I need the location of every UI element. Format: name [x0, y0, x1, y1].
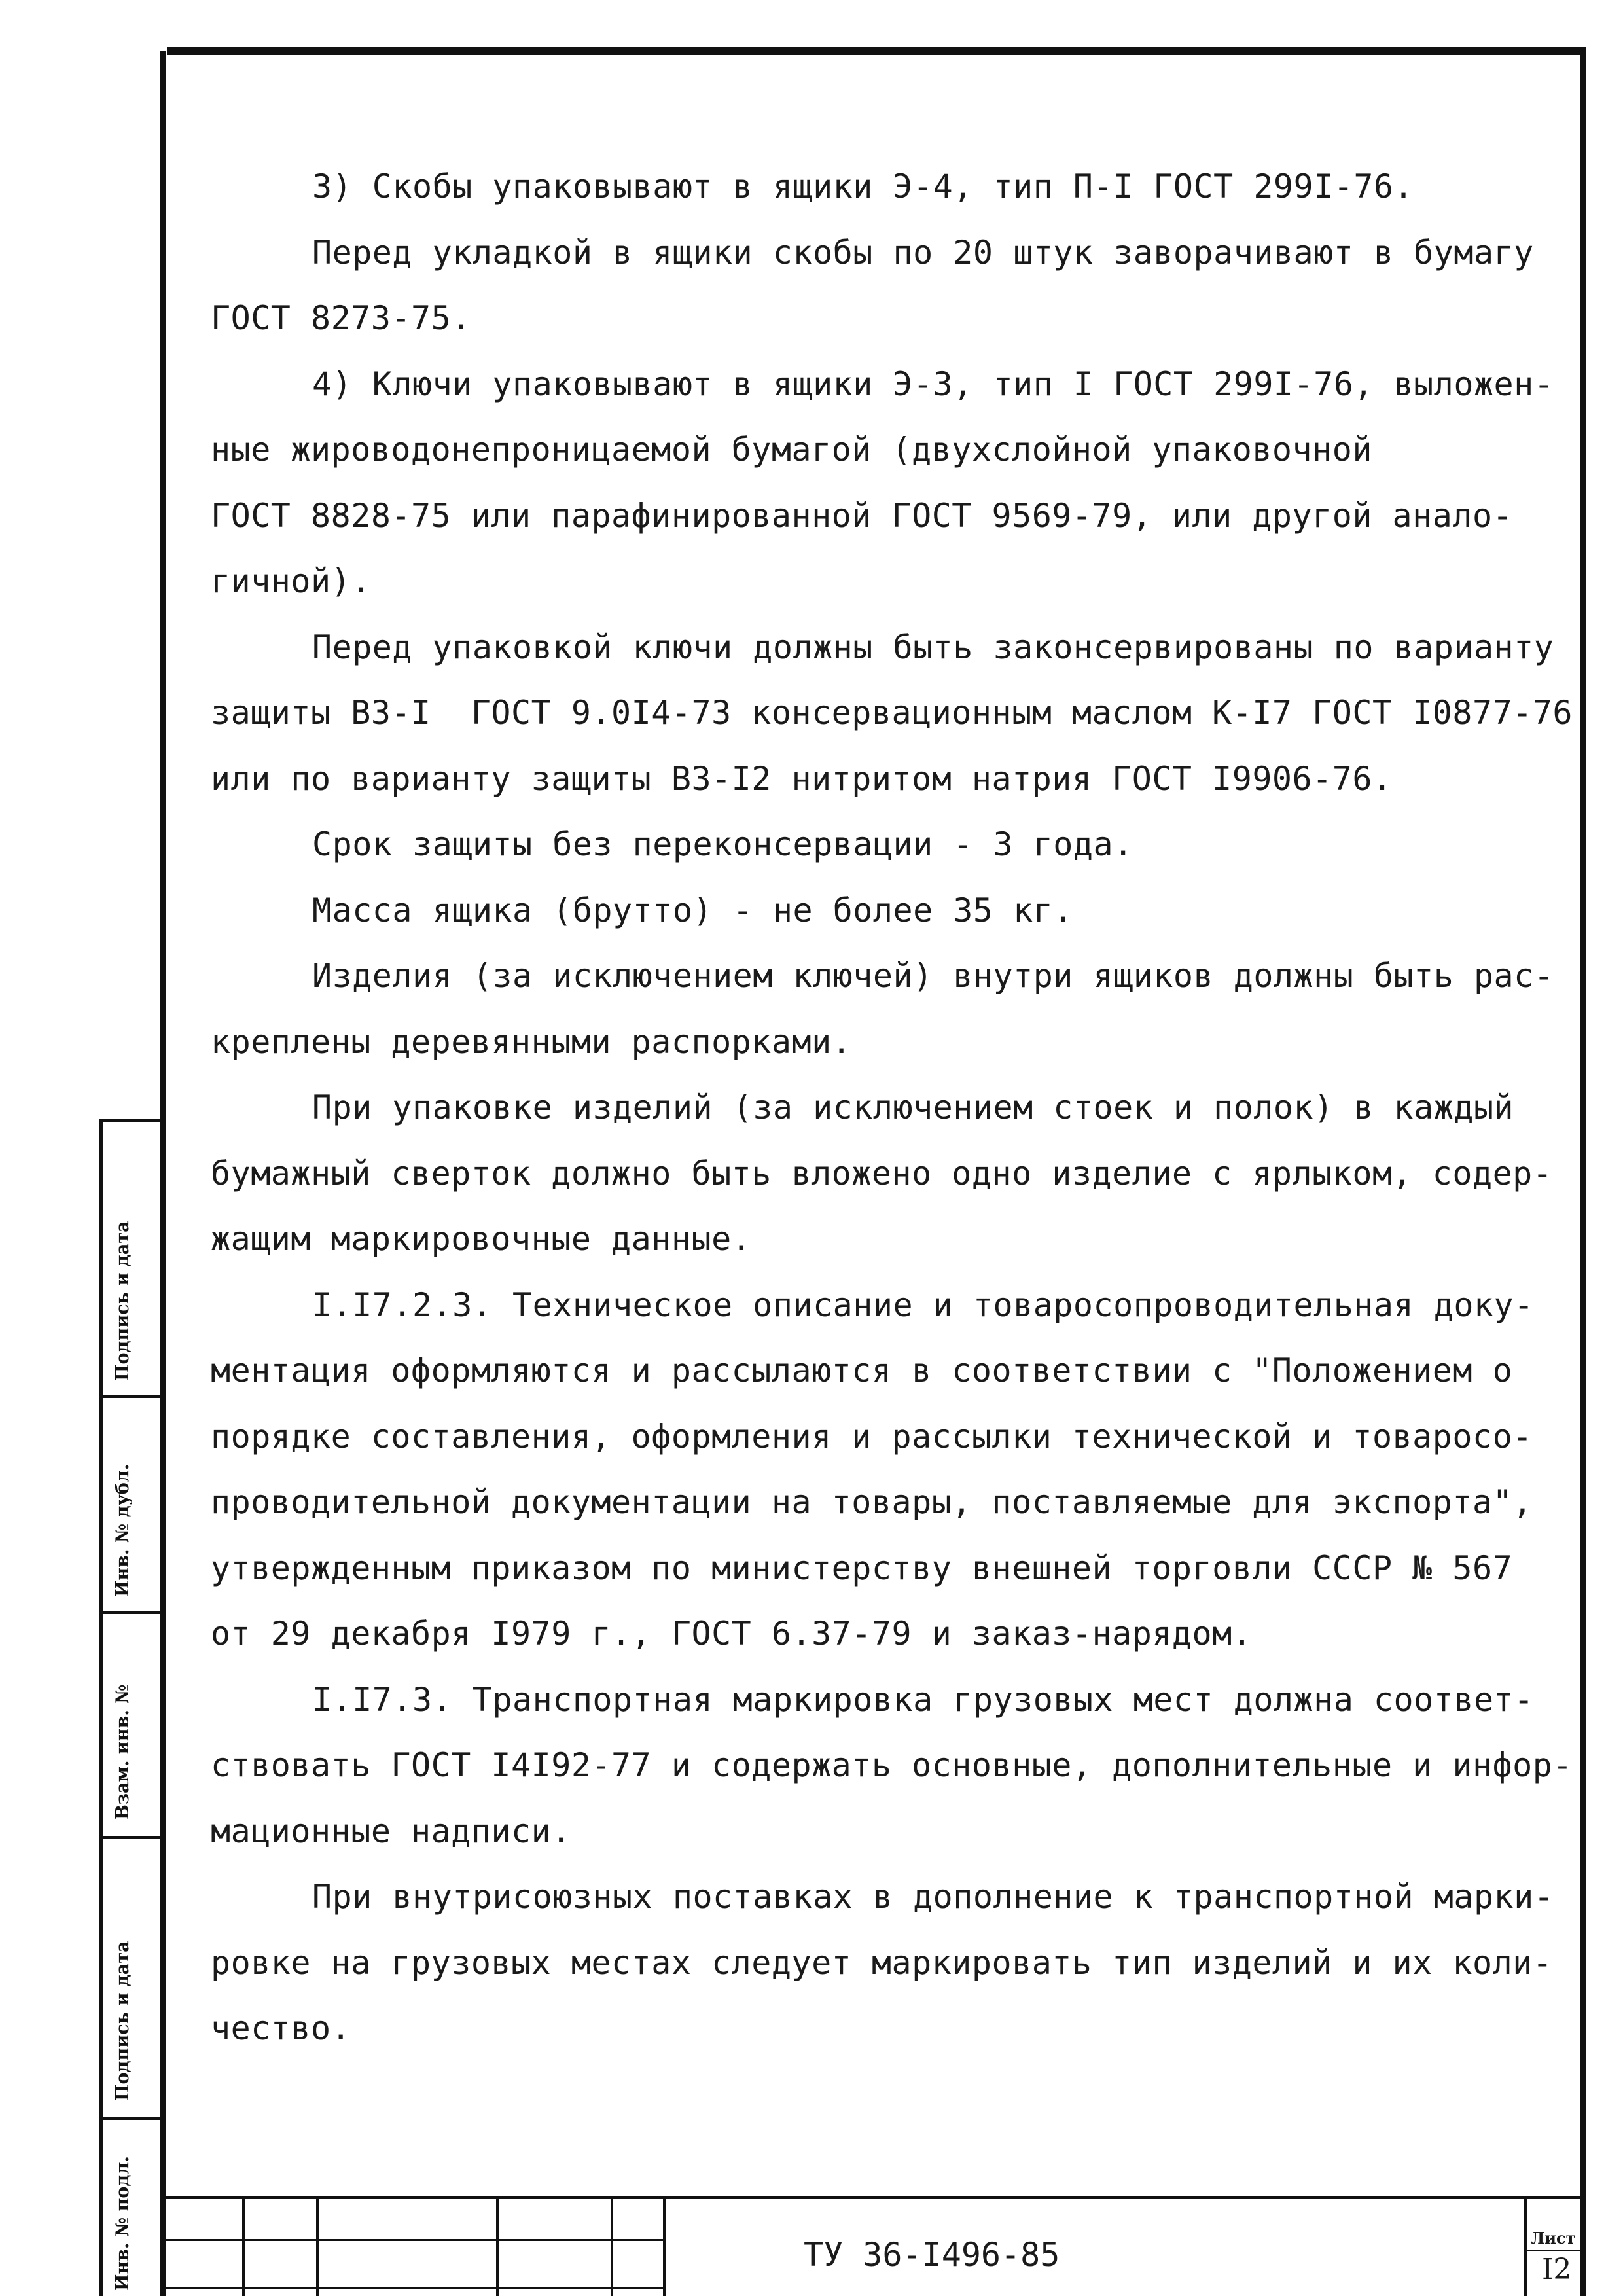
- body-line: 3) Скобы упаковывают в ящики Э-4, тип П-I ГОСТ 299I-76.: [312, 168, 1414, 206]
- body-line: ГОСТ 8828-75 или парафинированной ГОСТ 9569-79, или другой анало-: [211, 497, 1513, 535]
- body-line: защиты В3-I ГОСТ 9.0I4-73 консервационным маслом К-I7 ГОСТ I0877-76: [211, 694, 1573, 732]
- body-line: Изделия (за исключением ключей) внутри ящиков должны быть рас-: [312, 957, 1554, 995]
- body-line: I.I7.3. Транспортная маркировка грузовых мест должна соответ-: [312, 1681, 1534, 1719]
- page-frame-right-border: [1580, 51, 1586, 2296]
- margin-divider: [99, 1836, 162, 1839]
- body-line: При внутрисоюзных поставках в дополнение к транспортной марки-: [312, 1878, 1554, 1916]
- stamp-divider: [166, 2239, 663, 2241]
- margin-divider: [99, 1395, 162, 1398]
- sheet-number: I2: [1542, 2253, 1572, 2286]
- body-line: Срок защиты без переконсервации - 3 года.: [312, 825, 1133, 863]
- body-line: Перед упаковкой ключи должны быть законсервированы по варианту: [312, 628, 1554, 666]
- body-line: порядке составления, оформления и рассылки технической и товаросо-: [211, 1418, 1533, 1456]
- margin-divider: [99, 1611, 162, 1614]
- stamp-divider: [242, 2196, 245, 2296]
- body-line: При упаковке изделий (за исключением стоек и полок) в каждый: [312, 1088, 1514, 1126]
- body-line: ГОСТ 8273-75.: [211, 299, 471, 337]
- body-line: от 29 декабря I979 г., ГОСТ 6.37-79 и заказ-нарядом.: [211, 1615, 1253, 1653]
- body-line: бумажный сверток должно быть вложено одно изделие с ярлыком, содер-: [211, 1155, 1553, 1193]
- stamp-divider: [611, 2196, 613, 2296]
- body-line: ствовать ГОСТ I4I92-77 и содержать основные, дополнительные и инфор-: [211, 1746, 1573, 1784]
- left-margin-stamp: Подпись и дата Инв. № дубл. Взам. инв. № Подпись и дата Инв. № подл.: [63, 1119, 161, 2296]
- page-frame-top-border: [167, 47, 1586, 55]
- margin-divider: [99, 2117, 162, 2120]
- body-line: гичной).: [211, 562, 371, 600]
- body-line: креплены деревянными распорками.: [211, 1023, 852, 1061]
- body-line: I.I7.2.3. Техническое описание и товаросопроводительная доку-: [312, 1286, 1534, 1324]
- body-line: утвержденным приказом по министерству внешней торговли СССР № 567: [211, 1549, 1513, 1587]
- body-line: чество.: [211, 2009, 351, 2047]
- document-designation: ТУ 36-I496-85: [804, 2236, 1060, 2274]
- body-line: жащим маркировочные данные.: [211, 1220, 752, 1258]
- stamp-divider: [1524, 2250, 1580, 2251]
- title-block-stamp: [166, 2196, 1580, 2296]
- stamp-divider: [1524, 2196, 1527, 2296]
- body-line: Перед укладкой в ящики скобы по 20 штук заворачивают в бумагу: [312, 234, 1534, 272]
- stamp-divider: [496, 2196, 499, 2296]
- margin-divider: [99, 1119, 162, 1122]
- body-line: Масса ящика (брутто) - не более 35 кг.: [312, 891, 1073, 929]
- body-line: 4) Ключи упаковывают в ящики Э-3, тип I ГОСТ 299I-76, выложен-: [312, 365, 1554, 403]
- body-line: мационные надписи.: [211, 1812, 571, 1850]
- stamp-divider: [316, 2196, 319, 2296]
- sheet-label: Лист: [1531, 2229, 1576, 2248]
- stamp-divider: [663, 2196, 666, 2296]
- body-line: ровке на грузовых местах следует маркировать тип изделий и их коли-: [211, 1944, 1553, 1982]
- body-line: ментация оформляются и рассылаются в соответствии с "Положением о: [211, 1352, 1513, 1390]
- stamp-border: [166, 2196, 1580, 2199]
- body-line: ные жироводонепроницаемой бумагой (двухслойной упаковочной: [211, 431, 1372, 469]
- body-line: или по варианту защиты В3-I2 нитритом натрия ГОСТ I9906-76.: [211, 760, 1393, 798]
- body-line: проводительной документации на товары, поставляемые для экспорта",: [211, 1483, 1533, 1521]
- stamp-divider: [166, 2287, 663, 2289]
